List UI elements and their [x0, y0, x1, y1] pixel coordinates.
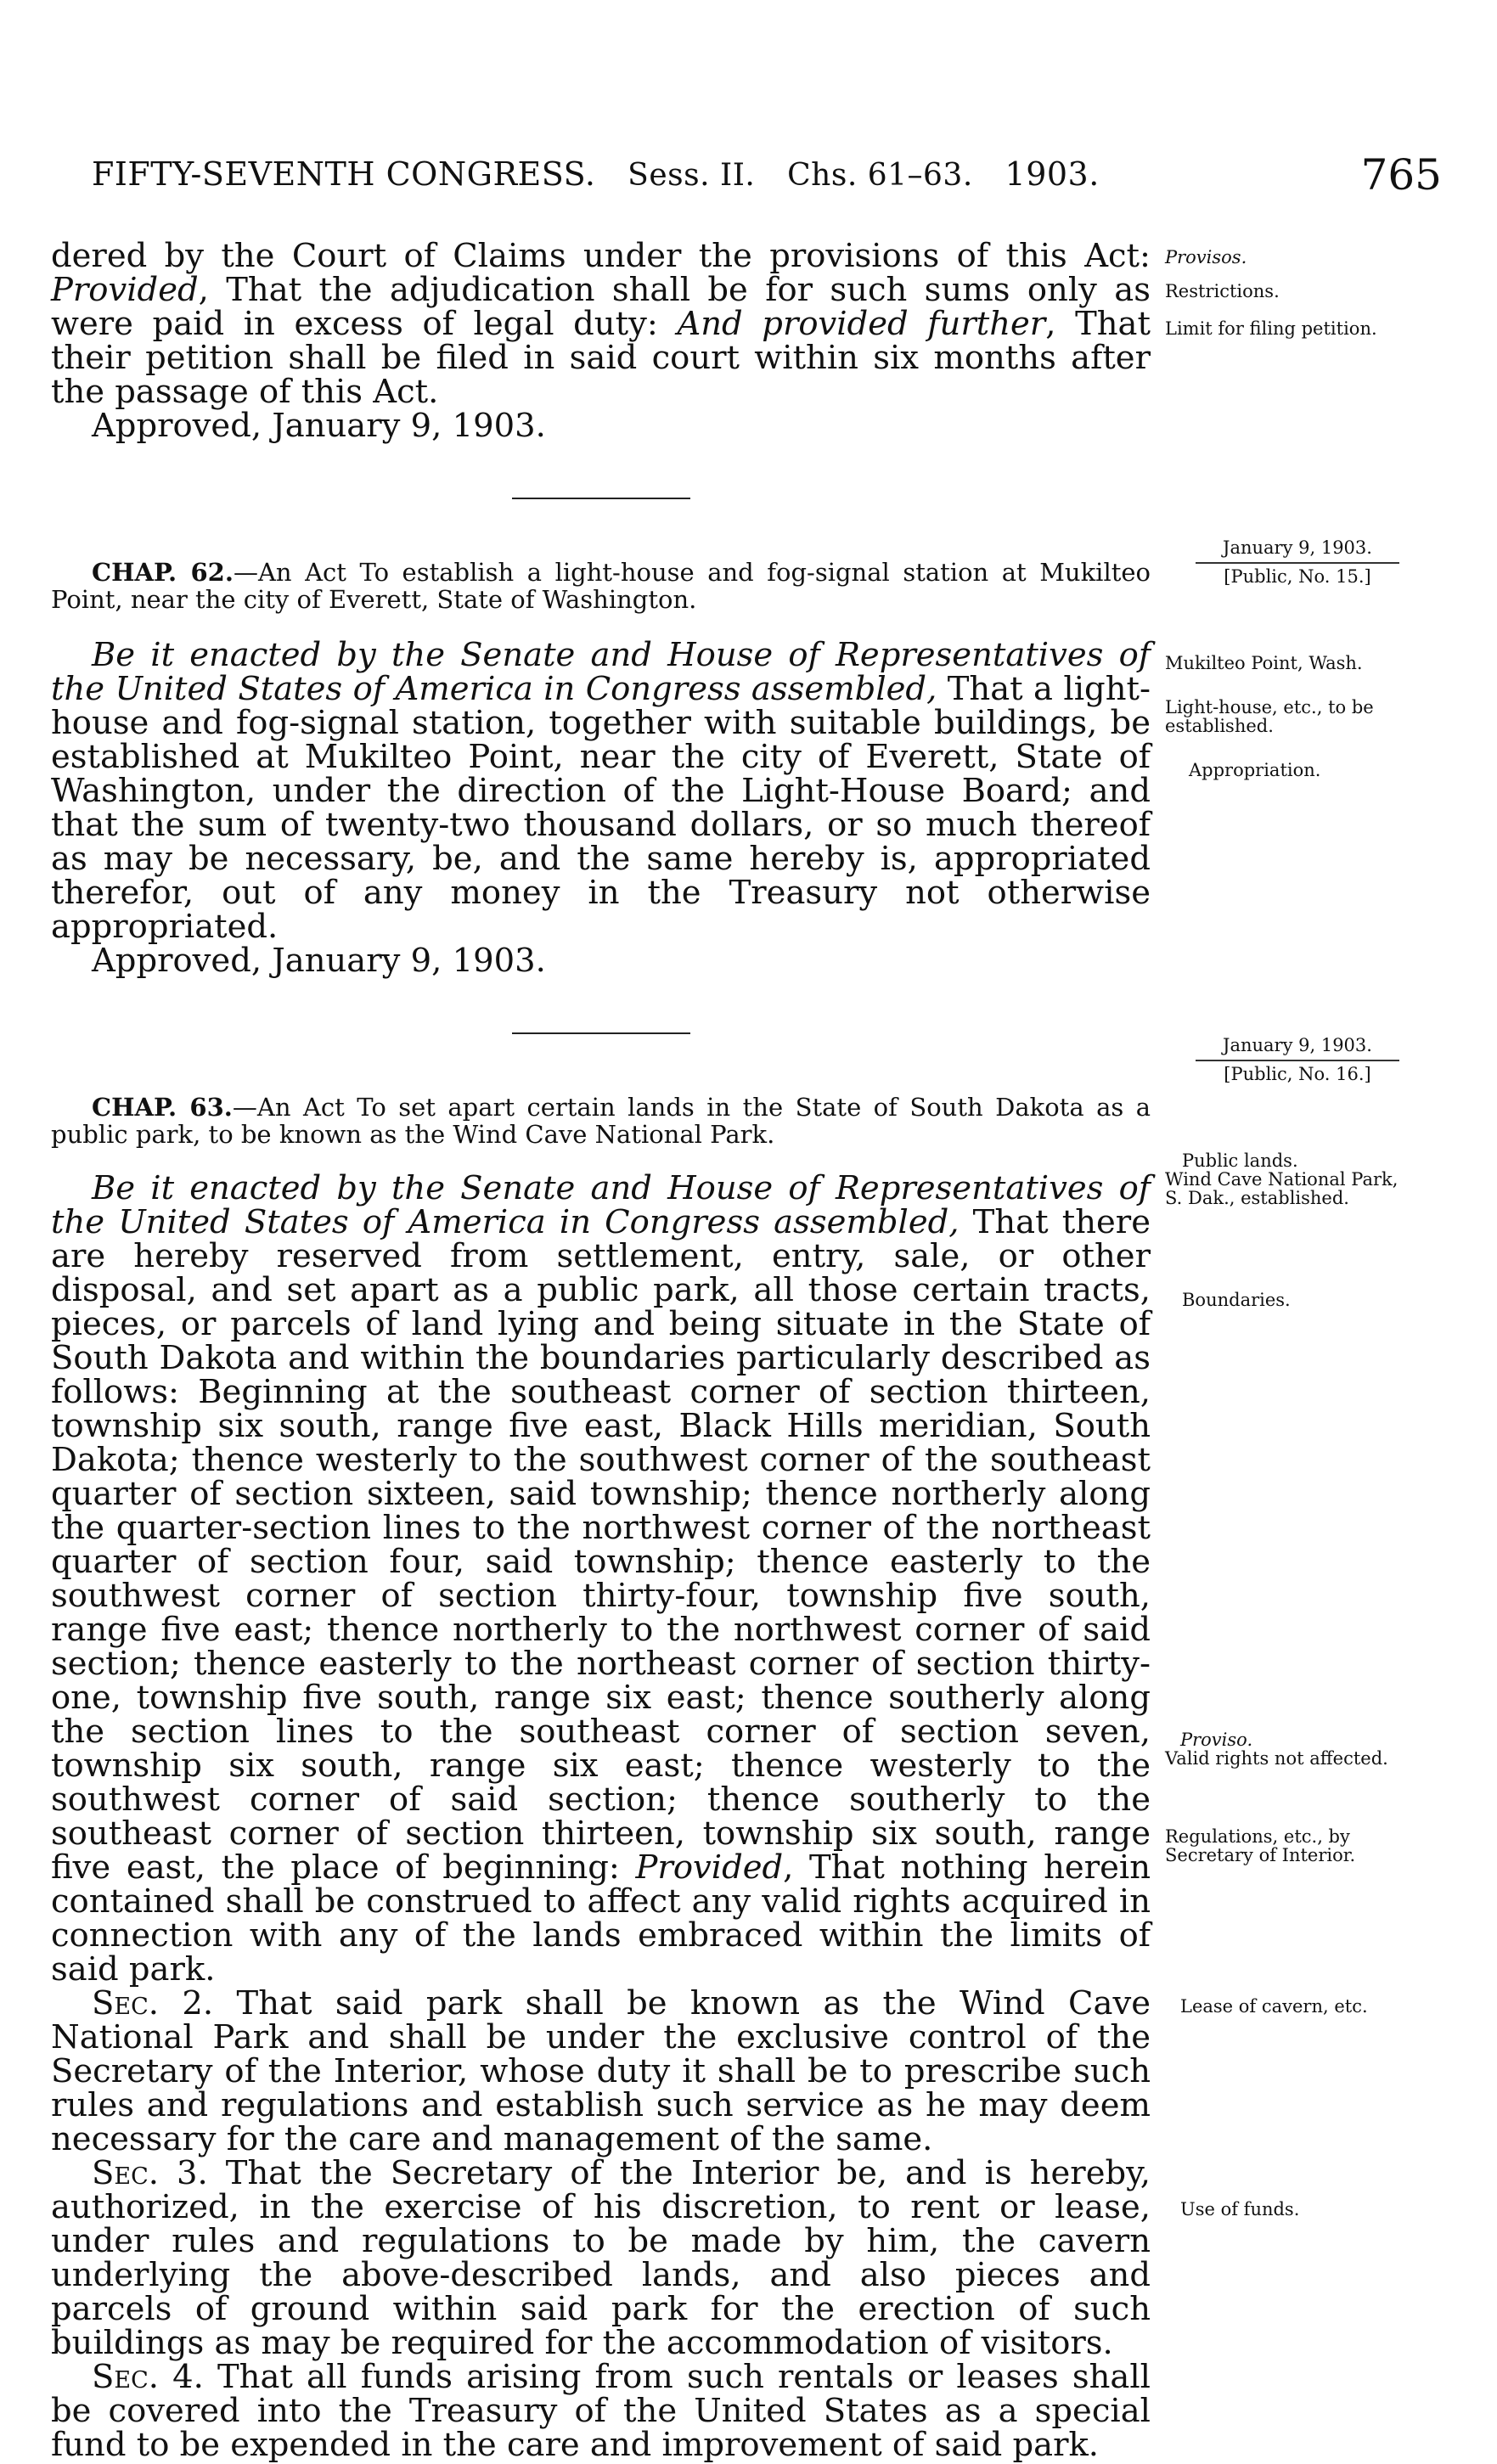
chap63-enact-tail: , That nothing herein contained shall be construed to affect any valid rights acquired in connection with any of the lands embraced within the limits of said park.: [51, 1848, 1151, 1989]
chap62-enact-text: That a light-house and fog-signal station, together with suitable buildings, be established at Mukilteo Point, near the city of Everett, State of Washington, under the direction of the Light-House Board; and that the sum of twenty-two thousand dollars, or so much thereof as may be necessary, be, and the same hereby is, appropriated therefor, out of any money in the Treasury not otherwise appropriated.: [51, 670, 1151, 946]
intro-approved: Approved, January 9, 1903.: [92, 407, 546, 445]
page-number: 765: [1360, 150, 1442, 200]
running-header: [92, 150, 1442, 206]
intro-paragraph: [51, 239, 1151, 409]
chap62-public-law: [Public, No. 15.]: [1224, 566, 1371, 587]
intro-text-b: , That the adjudication shall be for such sums only as were paid in excess of legal duty:: [51, 271, 1151, 343]
chap62-approved: Approved, January 9, 1903.: [92, 942, 546, 980]
margin-note-regulations: Regulations, etc., by Secretary of Interior.: [1165, 1826, 1356, 1865]
margin-note-restrictions: Restrictions.: [1165, 281, 1280, 301]
sec3-text: That the Secretary of the Interior be, and is hereby, authorized, in the exercise of his discretion, to rent or lease, under rules and regulations to be made by him, the cavern underlying the above-described lands, and also pieces and parcels of ground within said park for the erection of such buildings as may be required for the accommodation of visitors.: [51, 2154, 1151, 2362]
chap62-heading: [51, 559, 1151, 613]
chap62-enactment: [51, 636, 1151, 946]
margin-note-proviso: Proviso.: [1180, 1730, 1253, 1750]
sec4-text: That all funds arising from such rentals or leases shall be covered into the Treasury of the United States as a special fund to be expended in the care and improvement of said park.: [51, 2358, 1151, 2464]
intro-text-c: , That their petition shall be filed in said court within six months after the passage of this Act.: [51, 305, 1151, 411]
margin-note-use-funds: Use of funds.: [1180, 2199, 1300, 2219]
header-left: [92, 155, 1100, 193]
margin-note-mukilteo: Mukilteo Point, Wash.: [1165, 653, 1363, 673]
chap63-enacting-clause: Be it enacted by the Senate and House of Representatives of the United States of America in Congress assembled,: [51, 1169, 1151, 1241]
date-rule: [1196, 562, 1399, 564]
chap63-provided: Provided: [635, 1848, 784, 1887]
chap63-public-law: [Public, No. 16.]: [1224, 1064, 1371, 1084]
intro-text-a: dered by the Court of Claims under the provisions of this Act:: [51, 237, 1151, 275]
intro-provided-1: Provided: [51, 271, 199, 309]
margin-note-boundaries: Boundaries.: [1182, 1290, 1291, 1310]
chap63-date: January 9, 1903.: [1223, 1035, 1372, 1055]
main-text: [51, 239, 1151, 2462]
chap63-sec3: [51, 2154, 1151, 2362]
chap62-enacting-clause: Be it enacted by the Senate and House of Representatives of the United States of America in Congress assembled,: [51, 636, 1151, 708]
header-chapters: Chs. 61–63.: [787, 158, 973, 193]
sec4-label: Sec. 4.: [92, 2358, 204, 2396]
chap63-enactment: [51, 1169, 1151, 1989]
margin-note-limit-filing: Limit for filing petition.: [1165, 318, 1377, 339]
sec2-label: Sec. 2.: [92, 1984, 214, 2022]
margin-note-provisos: Provisos.: [1165, 247, 1247, 267]
chap63-enact-text: That there are hereby reserved from settlement, entry, sale, or other disposal, and set apart as a public park, all those certain tracts, pieces, or parcels of land lying and being situate in the State of South Dakota and within the boundaries particularly described as follows: Beginning at the southeast corner of section thirteen, township six south, range five east, Black Hills meridian, South Dakota; thence westerly to the southwest corner of the southeast quarter of section sixteen, said township; thence northerly along the quarter-section lines to the northwest corner of the northeast quarter of section four, said township; thence easterly to the southwest corner of section thirty-four, township five south, range five east; thence northerly to the northwest corner of said section; thence easterly to the northeast corner of section thirty-one, township five south, range six east; thence southerly along the section lines to the southeast corner of section seven, township six south, range six east; thence westerly to the southwest corner of said section; thence southerly to the southeast corner of section thirteen, township six south, range five east, the place of beginning:: [51, 1203, 1151, 1887]
chap62-title: —An Act To establish a light-house and fog-signal station at Mukilteo Point, near the city of Everett, State of Washington.: [51, 558, 1151, 614]
header-year: 1903.: [1005, 155, 1100, 193]
chap62-date-block: [1196, 538, 1399, 586]
chap63-label: CHAP. 63.: [92, 1093, 233, 1122]
margin-note-public-lands: Public lands.: [1182, 1150, 1298, 1171]
chap63-sec4: [51, 2360, 1151, 2462]
header-session: Sess. II.: [628, 158, 756, 193]
date-rule: [1196, 1060, 1399, 1061]
margin-note-wind-cave: Wind Cave National Park, S. Dak., established.: [1165, 1169, 1399, 1208]
margin-note-lease: Lease of cavern, etc.: [1180, 1996, 1368, 2017]
sec3-label: Sec. 3.: [92, 2154, 208, 2192]
chap63-sec2: [51, 1984, 1151, 2158]
margin-note-valid-rights: Valid rights not affected.: [1165, 1748, 1388, 1769]
chap63-heading: [51, 1094, 1151, 1148]
chap62-date: January 9, 1903.: [1223, 537, 1372, 558]
intro-provided-2: And provided further: [677, 305, 1046, 343]
chap63-title: —An Act To set apart certain lands in the State of South Dakota as a public park, to be known as the Wind Cave National Park.: [51, 1093, 1151, 1149]
margin-note-appropriation: Appropriation.: [1189, 760, 1321, 780]
margin-note-lighthouse: Light-house, etc., to be established.: [1165, 697, 1374, 736]
sec2-text: That said park shall be known as the Wind Cave National Park and shall be under the exclusive control of the Secretary of the Interior, whose duty it shall be to prescribe such rules and regulations and establish such service as he may deem necessary for the care and management of the same.: [51, 1984, 1151, 2158]
header-congress: FIFTY-SEVENTH CONGRESS.: [92, 155, 596, 193]
chap63-date-block: [1196, 1036, 1399, 1083]
chap62-label: CHAP. 62.: [92, 558, 234, 587]
